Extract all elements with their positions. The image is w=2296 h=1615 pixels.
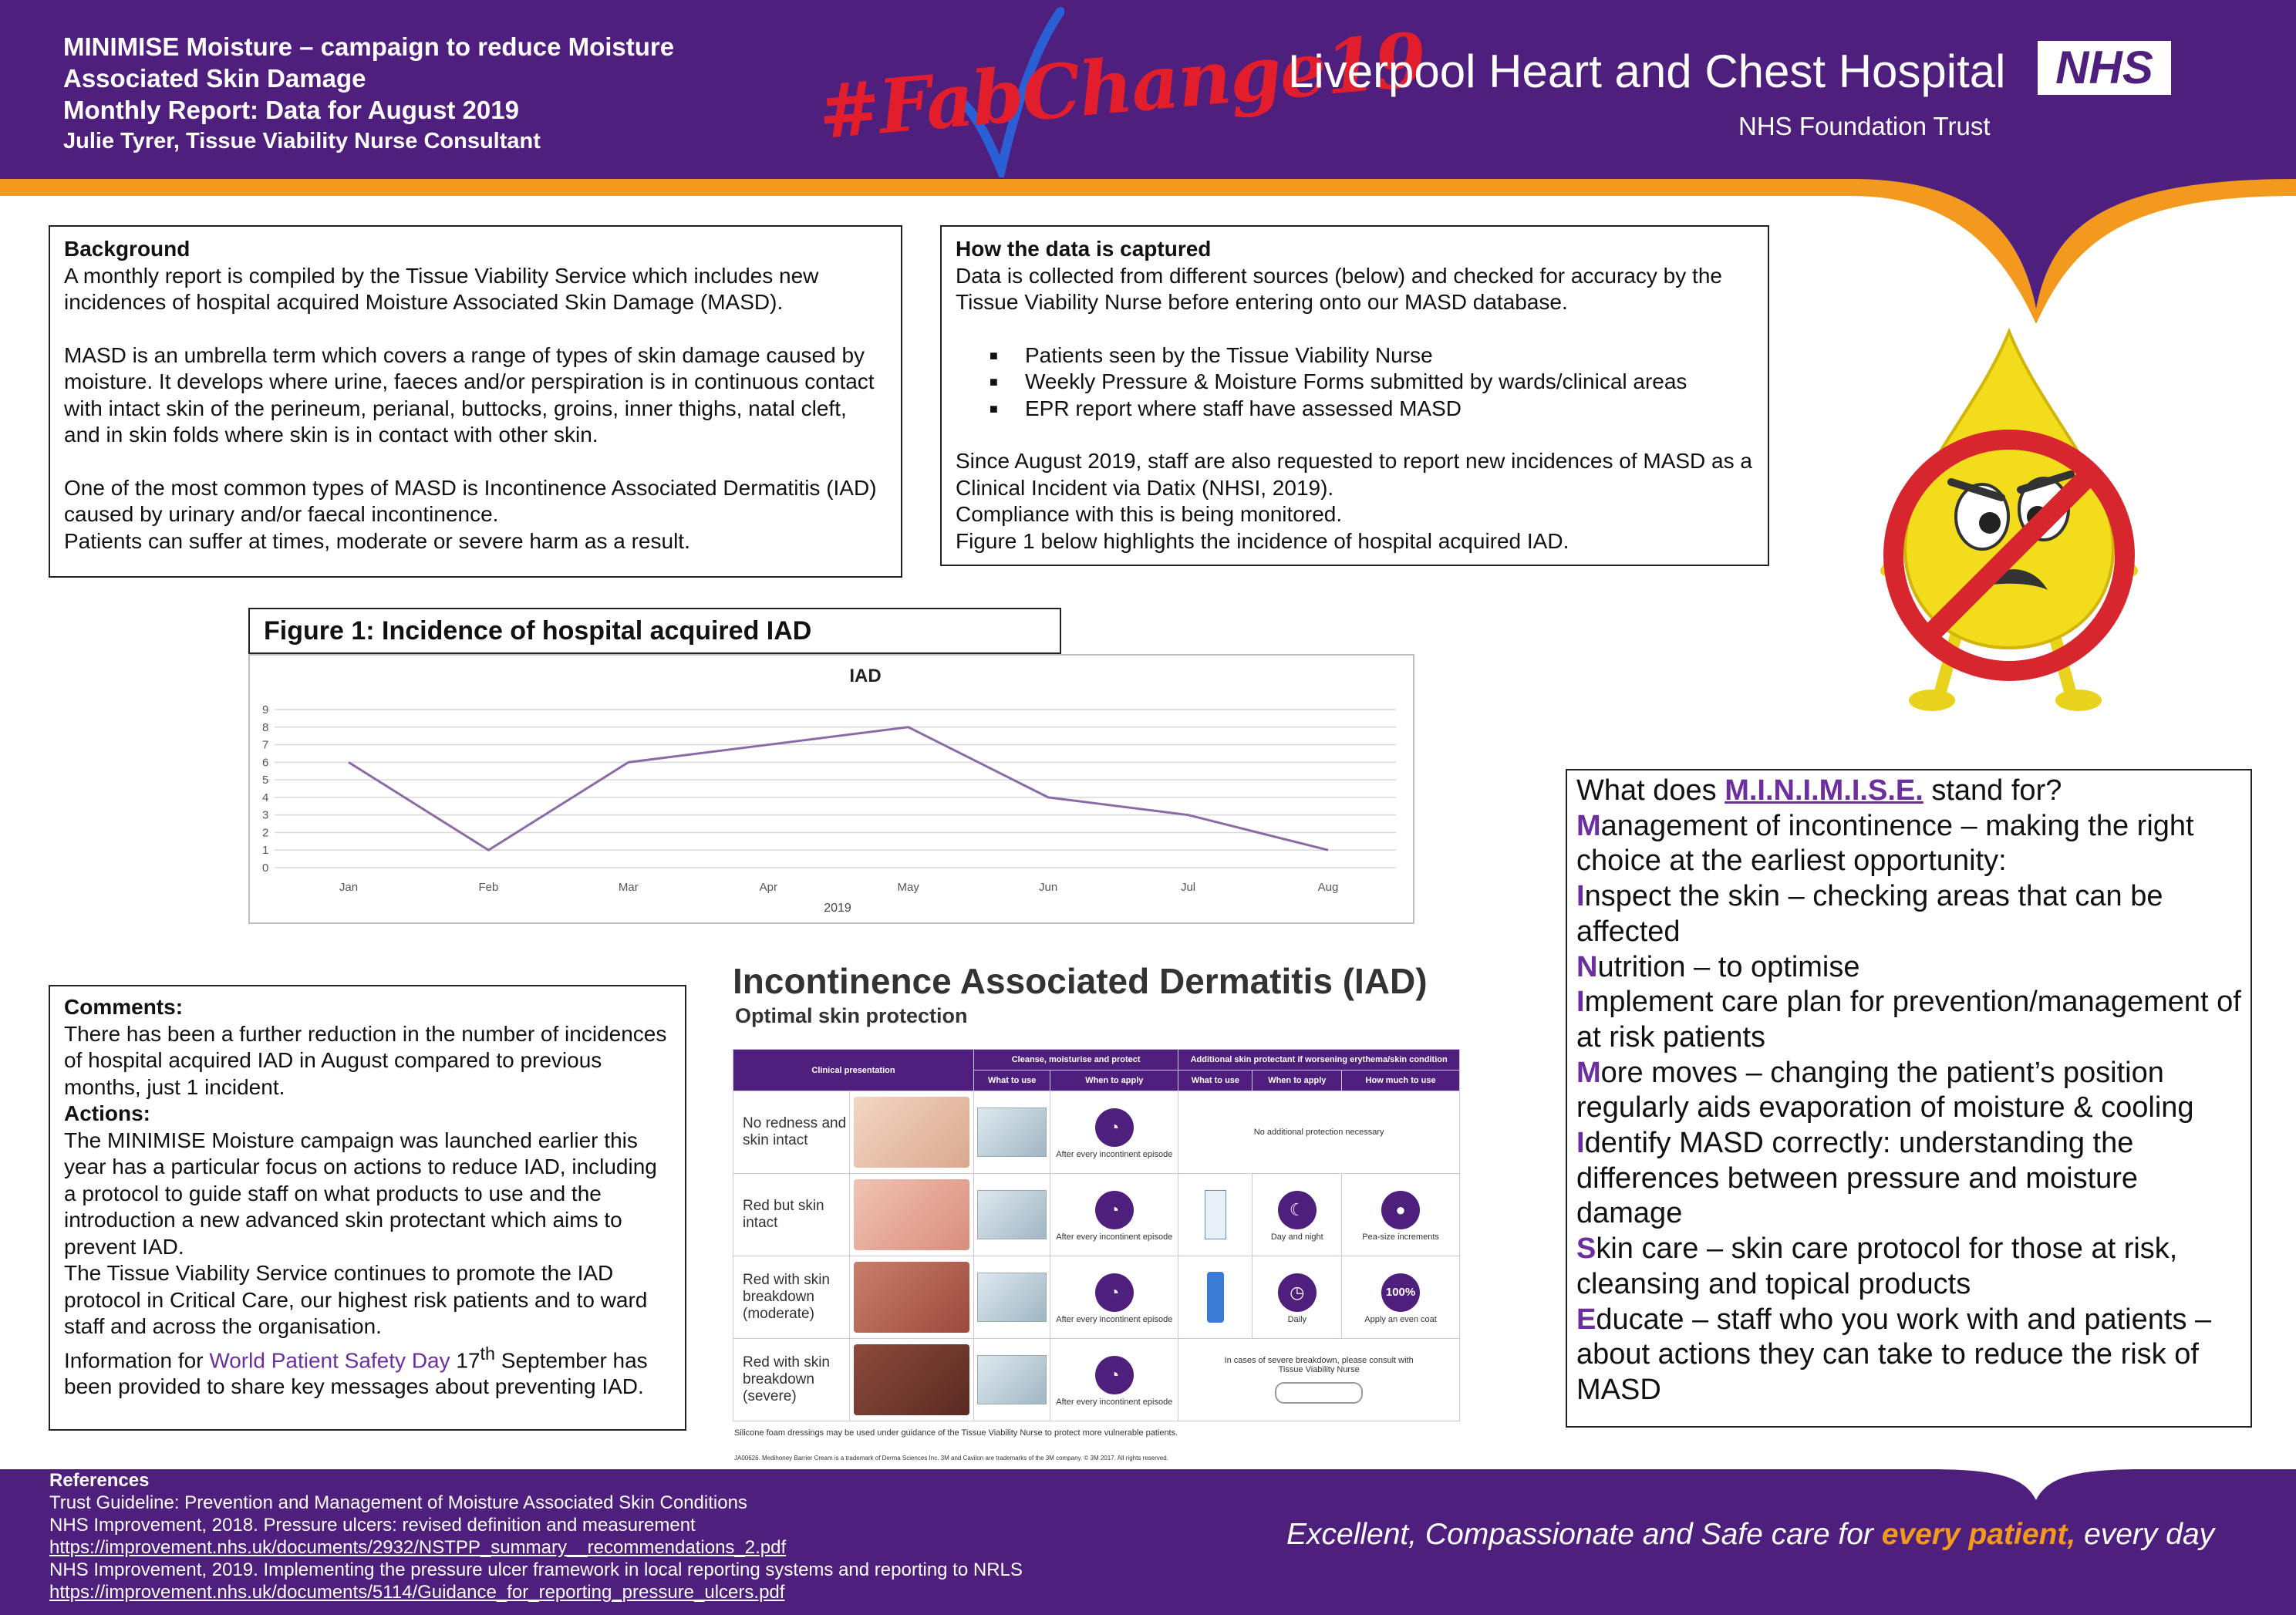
chart-y-tick-label: 8	[262, 720, 269, 734]
list-item: Nutrition – to optimise	[1576, 950, 1860, 983]
header-cleanse: Cleanse, moisturise and protect	[974, 1050, 1178, 1070]
title-line-3: Monthly Report: Data for August 2019	[63, 96, 519, 124]
background-p2: MASD is an umbrella term which covers a range of types of skin damage caused by moisture. It develops where urine, faeces and/or perspiration is in continuous contact with intact skin of the perineum, perianal, buttocks, groins, inner thighs, natal cleft, and in skin folds where skin is in contact with other skin.	[64, 342, 875, 447]
chart-y-tick-label: 1	[262, 844, 269, 858]
header-additional: Additional skin protectant if worsening erythema/skin condition	[1178, 1050, 1460, 1070]
list-item: ■ Weekly Pressure & Moisture Forms submitted by wards/clinical areas	[990, 369, 1754, 396]
trust-tagline: Excellent, Compassionate and Safe care for every patient, every day	[1286, 1518, 2215, 1551]
list-item: Educate – staff who you work with and patients – about actions they can take to reduce the risk of MASD	[1576, 1303, 2212, 1406]
actions-heading: Actions:	[64, 1101, 150, 1125]
reference-1: Trust Guideline: Prevention and Management of Moisture Associated Skin Conditions	[49, 1492, 747, 1513]
subheader-howmuch: How much to use	[1342, 1070, 1460, 1091]
coat-percent-icon: 100%	[1381, 1273, 1420, 1312]
list-item: Inspect the skin – checking areas that can be affected	[1576, 880, 2163, 948]
chart-y-tick-label: 9	[262, 703, 269, 716]
comments-p4-sup: th	[480, 1343, 496, 1364]
footer-curve-shape	[1928, 1450, 2144, 1504]
spray-cell	[1178, 1256, 1253, 1339]
cream-cell	[1178, 1174, 1253, 1256]
background-box	[49, 225, 902, 578]
cloth-pack-icon	[977, 1355, 1047, 1404]
comments-p4-date: 17	[456, 1347, 480, 1372]
minimise-word: M.I.N.I.M.I.S.E.	[1725, 774, 1923, 807]
iad-legal: JA00626. Medihoney Barrier Cream is a trademark of Derma Sciences Inc. 3M and Cavilon are trademarks of the 3M company. © 3M 2017. All rights reserved.	[734, 1455, 1168, 1462]
chart-x-tick-label: Feb	[478, 881, 499, 894]
chart-y-tick-label: 5	[262, 774, 269, 787]
iad-line-chart	[248, 654, 1414, 924]
skin-photo	[850, 1091, 974, 1174]
row-label: Red with skin breakdown (severe)	[733, 1339, 850, 1421]
iad-infographic-subtitle: Optimal skin protection	[735, 1004, 968, 1027]
comments-heading: Comments:	[64, 995, 184, 1019]
data-capture-box	[940, 225, 1769, 566]
chart-canvas	[250, 656, 1413, 922]
tagline-emphasis: every patient,	[1881, 1518, 2076, 1551]
subheader-what: What to use	[974, 1070, 1050, 1091]
list-item: Identify MASD correctly: understanding the differences between pressure and moisture damage	[1576, 1127, 2139, 1230]
capture-p2: Since August 2019, staff are also requested to report new incidences of MASD as a Clinical Incident via Datix (NHSI, 2019).	[956, 449, 1752, 500]
reference-2-link[interactable]: https://improvement.nhs.uk/documents/2932/NSTPP_summary__recommendations_2.pdf	[49, 1537, 787, 1558]
fingertip-icon: ●	[1381, 1191, 1420, 1229]
comments-p4-pre: Information for	[64, 1347, 204, 1372]
chart-x-tick-label: May	[897, 881, 919, 894]
product-cell	[974, 1174, 1050, 1256]
reference-3-link[interactable]: https://improvement.nhs.uk/documents/5114/Guidance_for_reporting_pressure_ulcers.pdf	[49, 1582, 785, 1603]
fabchange-hashtag: #FabChange19	[814, 15, 1429, 157]
product-cell	[974, 1256, 1050, 1339]
clock-icon: ◔	[1095, 1191, 1134, 1229]
no-additional-cell: No additional protection necessary	[1178, 1091, 1460, 1174]
spray-bottle-icon	[1207, 1272, 1224, 1323]
chart-x-tick-label: Aug	[1317, 881, 1339, 894]
skin-photo	[850, 1174, 974, 1256]
capture-p3: Compliance with this is being monitored.	[956, 502, 1343, 526]
title-line-1: MINIMISE Moisture – campaign to reduce Moisture	[63, 32, 675, 61]
row-label: Red with skin breakdown (moderate)	[733, 1256, 850, 1339]
row-label: No redness and skin intact	[733, 1091, 850, 1174]
iad-footnote: Silicone foam dressings may be used under guidance of the Tissue Viability Nurse to protect more vulnerable patients.	[734, 1428, 1178, 1438]
apply-cell: ◔ After every incontinent episode	[1050, 1256, 1178, 1339]
even-coat-cell: 100% Apply an even coat	[1342, 1256, 1460, 1339]
list-item: Implement care plan for prevention/management of at risk patients	[1576, 986, 2241, 1054]
chart-y-tick-label: 2	[262, 826, 269, 840]
chart-x-tick-label: Jan	[339, 881, 359, 894]
list-item: Skin care – skin care protocol for those at risk, cleansing and topical products	[1576, 1232, 2178, 1300]
comments-p2: The MINIMISE Moisture campaign was launched earlier this year has a particular focus on actions to reduce IAD, including a protocol to guide staff on what products to use and the introduction a new advanced skin protectant which aims to prevent IAD.	[64, 1128, 657, 1259]
cream-tube-icon	[1205, 1190, 1226, 1239]
apply-cell: ◔ After every incontinent episode	[1050, 1091, 1178, 1174]
list-item: ■ Patients seen by the Tissue Viability Nurse	[990, 342, 1754, 369]
iad-protection-table	[733, 1049, 1460, 1421]
figure-title-box	[248, 608, 1061, 654]
references-heading: References	[49, 1470, 150, 1491]
comments-p4-post: September has been provided to share key messages about preventing IAD.	[64, 1347, 648, 1399]
comments-p3: The Tissue Viability Service continues to promote the IAD protocol in Critical Care, our highest risk patients and to ward staff and across the organisation.	[64, 1261, 648, 1338]
daily-cell: ◷ Daily	[1253, 1256, 1342, 1339]
apply-cell: ◔ After every incontinent episode	[1050, 1174, 1178, 1256]
table-row	[733, 1174, 1460, 1256]
severe-note-cell: In cases of severe breakdown, please consult with Tissue Viability Nurse	[1178, 1339, 1460, 1421]
cloth-pack-icon	[977, 1273, 1047, 1322]
skin-photo	[850, 1256, 974, 1339]
chart-title: IAD	[849, 666, 882, 686]
minimise-question-post: stand for?	[1931, 774, 2062, 807]
background-p4: Patients can suffer at times, moderate or severe harm as a result.	[64, 528, 690, 553]
chart-series-line	[349, 727, 1328, 850]
chart-y-tick-label: 3	[262, 808, 269, 822]
skin-photo	[850, 1339, 974, 1421]
chart-x-tick-label: Mar	[618, 881, 639, 894]
chart-x-axis-label: 2019	[824, 902, 851, 915]
chart-x-tick-label: Jul	[1180, 881, 1196, 894]
background-heading: Background	[64, 237, 190, 261]
table-row	[733, 1256, 1460, 1339]
capture-heading: How the data is captured	[956, 237, 1212, 261]
apply-cell: ◔ After every incontinent episode	[1050, 1339, 1178, 1421]
chart-y-tick-label: 0	[262, 861, 269, 875]
cloth-pack-icon	[977, 1108, 1047, 1157]
comments-p1: There has been a further reduction in the number of incidences of hospital acquired IAD in August compared to previous months, just 1 incident.	[64, 1021, 667, 1099]
applicator-icon	[1275, 1382, 1363, 1404]
hospital-name: Liverpool Heart and Chest Hospital	[1288, 46, 2006, 97]
reference-3: NHS Improvement, 2019. Implementing the pressure ulcer framework in local reporting systems and reporting to NRLS	[49, 1559, 1023, 1580]
figure-title: Figure 1: Incidence of hospital acquired IAD	[264, 616, 812, 646]
minimise-question-pre: What does	[1576, 774, 1717, 807]
trust-name: NHS Foundation Trust	[1738, 112, 1991, 140]
report-title	[63, 31, 674, 157]
title-line-2: Associated Skin Damage	[63, 64, 366, 93]
capture-p1: Data is collected from different sources (below) and checked for accuracy by the Tissue Viability Nurse before entering onto our MASD database.	[956, 263, 1722, 314]
moon-icon: ☾	[1278, 1191, 1317, 1229]
clock-icon: ◔	[1095, 1108, 1134, 1147]
minimise-acronym-box	[1566, 769, 2252, 1428]
clock-icon: ◔	[1095, 1273, 1134, 1312]
product-cell	[974, 1091, 1050, 1174]
subheader-when2: When to apply	[1253, 1070, 1342, 1091]
day-night-cell: ☾ Day and night	[1253, 1174, 1342, 1256]
table-row	[733, 1339, 1460, 1421]
iad-infographic-title: Incontinence Associated Dermatitis (IAD)	[733, 961, 1428, 1001]
calendar-clock-icon: ◷	[1278, 1273, 1317, 1312]
reference-2: NHS Improvement, 2018. Pressure ulcers: revised definition and measurement	[49, 1515, 696, 1536]
nhs-logo: NHS	[2038, 41, 2171, 95]
list-item: More moves – changing the patient’s position regularly aids evaporation of moisture & cooling	[1576, 1056, 2194, 1124]
chart-x-tick-label: Jun	[1039, 881, 1058, 894]
subheader-what2: What to use	[1178, 1070, 1253, 1091]
clock-icon: ◔	[1095, 1356, 1134, 1394]
background-p1: A monthly report is compiled by the Tissue Viability Service which includes new incidences of hospital acquired Moisture Associated Skin Damage (MASD).	[64, 263, 819, 314]
capture-sources-list	[956, 342, 1754, 423]
chart-y-tick-label: 4	[262, 791, 269, 804]
pea-size-cell: ● Pea-size increments	[1342, 1174, 1460, 1256]
author-line: Julie Tyrer, Tissue Viability Nurse Consultant	[63, 129, 541, 153]
header-clinical: Clinical presentation	[733, 1050, 974, 1091]
world-patient-safety-day-link[interactable]: World Patient Safety Day	[209, 1347, 450, 1372]
list-item: ■ EPR report where staff have assessed MASD	[990, 396, 1754, 423]
product-cell	[974, 1339, 1050, 1421]
comments-box	[49, 985, 686, 1431]
row-label: Red but skin intact	[733, 1174, 850, 1256]
chart-y-tick-label: 6	[262, 756, 269, 770]
references	[49, 1469, 1023, 1603]
moisture-droplet-mascot-icon	[1866, 324, 2152, 725]
cloth-pack-icon	[977, 1190, 1047, 1239]
capture-p4: Figure 1 below highlights the incidence of hospital acquired IAD.	[956, 528, 1569, 553]
chart-y-tick-label: 7	[262, 738, 269, 752]
chart-x-tick-label: Apr	[759, 881, 777, 894]
subheader-when: When to apply	[1050, 1070, 1178, 1091]
table-row	[733, 1091, 1460, 1174]
background-p3: One of the most common types of MASD is Incontinence Associated Dermatitis (IAD) caused by urinary and/or faecal incontinence.	[64, 475, 877, 526]
list-item: Management of incontinence – making the right choice at the earliest opportunity:	[1576, 809, 2194, 878]
